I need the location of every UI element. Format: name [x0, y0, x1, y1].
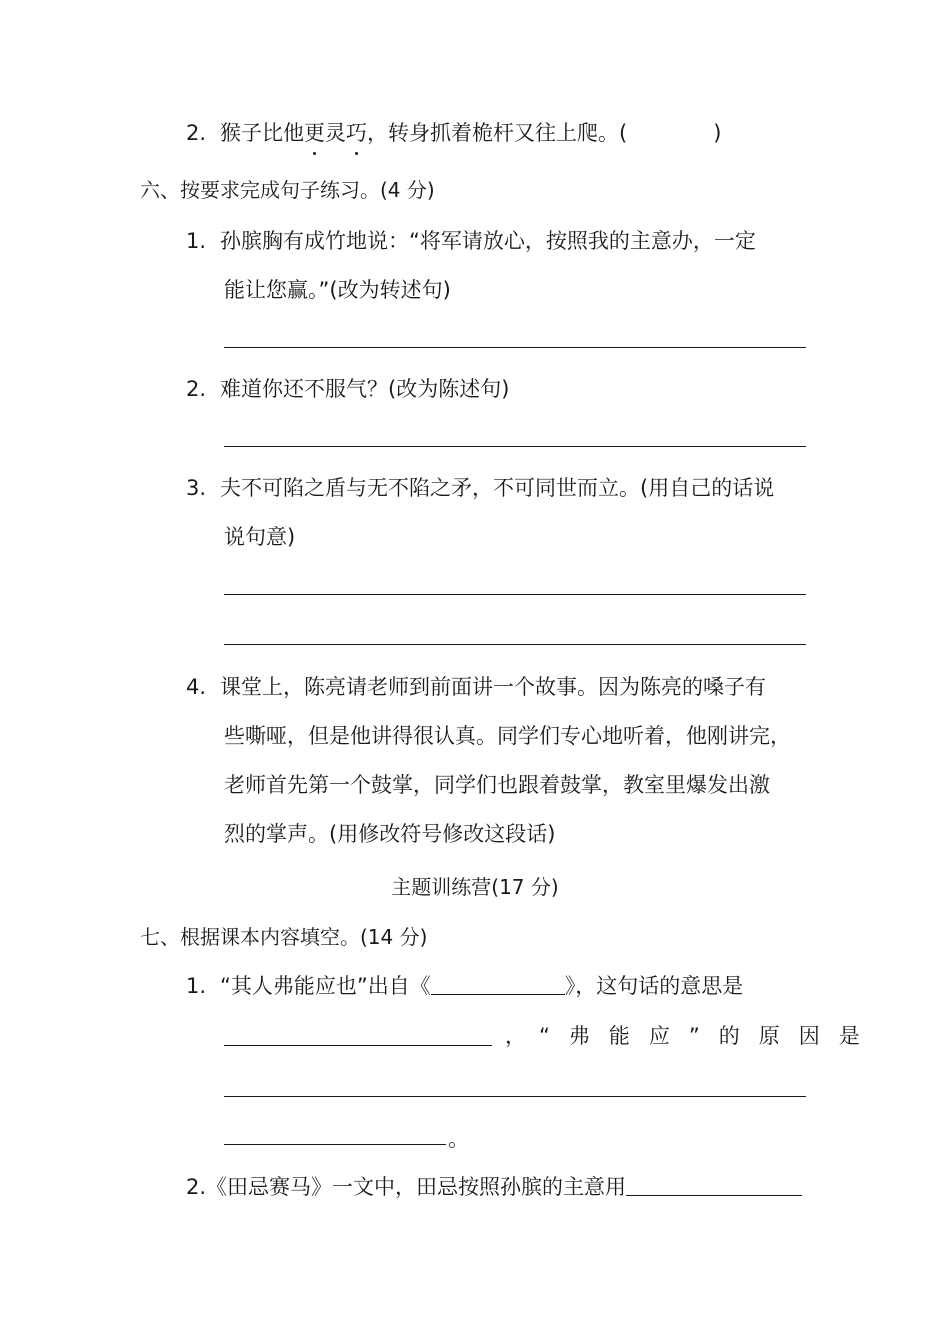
q7-item-1-comma: ，: [505, 1024, 526, 1048]
q6-item-1-line-2: 能让您赢。”(改为转述句): [224, 278, 451, 302]
q7-item-1: [186, 972, 743, 1000]
item-text: 孙膑胸有成竹地说：“将军请放心，按照我的主意办，一定: [220, 229, 756, 253]
answer-line[interactable]: [224, 1096, 806, 1097]
q7-item-1-end: 。: [448, 1127, 469, 1151]
section-title: 六、按要求完成句子练习。: [140, 178, 380, 202]
emphasized-char: 更: [304, 121, 326, 145]
item-text: 课堂上，陈亮请老师到前面讲一个故事。因为陈亮的嗓子有: [220, 675, 767, 699]
item-number: 1.: [186, 974, 207, 998]
item-text: 灵: [325, 121, 347, 145]
q6-item-2: [186, 375, 509, 403]
q6-item-4-line-4: 烈的掌声。(用修改符号修改这段话): [224, 822, 556, 846]
theme-heading: 主题训练营(17 分): [391, 875, 559, 899]
section-title: 七、根据课本内容填空。: [140, 925, 360, 949]
item-text: 猴子比他: [220, 121, 305, 145]
item-text: 《田忌赛马》一文中，田忌按照孙膑的主意用: [206, 1175, 627, 1199]
item-number: 2.: [186, 1175, 207, 1199]
answer-line[interactable]: [224, 644, 806, 645]
answer-blank[interactable]: [224, 1144, 446, 1145]
item-text: “其人弗能应也”出自《: [220, 974, 431, 998]
section-6-heading: [140, 176, 435, 204]
section-score: (4 分): [380, 178, 435, 202]
q6-item-1: [186, 227, 756, 255]
q6-item-3-line-2: 说句意): [224, 525, 296, 549]
emphasized-char: 巧: [346, 121, 368, 145]
item-text: 难道你还不服气？(改为陈述句): [220, 377, 510, 401]
item-text: 夫不可陷之盾与无不陷之矛，不可同世而立。(用自己的话说: [220, 476, 775, 500]
section-7-heading: [140, 923, 427, 951]
item-number: 2.: [186, 377, 207, 401]
q6-item-4-line-3: 老师首先第一个鼓掌，同学们也跟着鼓掌，教室里爆发出激: [224, 773, 770, 797]
answer-blank[interactable]: [224, 1045, 492, 1046]
q7-item-2: [186, 1173, 802, 1201]
q5-item-2: [186, 119, 721, 147]
q6-item-3: [186, 474, 774, 502]
answer-blank[interactable]: [431, 994, 565, 995]
q7-item-1-line-2: “弗能应”的原因是: [539, 1024, 879, 1048]
answer-line[interactable]: [224, 594, 806, 595]
item-text: ，转身抓着桅杆又往上爬。(: [367, 121, 628, 145]
paren-close: ): [713, 121, 722, 145]
q6-item-4-line-2: 些嘶哑，但是他讲得很认真。同学们专心地听着，他刚讲完，: [224, 724, 791, 748]
item-number: 2.: [186, 121, 207, 145]
answer-line[interactable]: [224, 446, 806, 447]
item-number: 1.: [186, 229, 207, 253]
answer-line[interactable]: [224, 347, 806, 348]
answer-blank[interactable]: [626, 1195, 802, 1196]
section-score: (14 分): [360, 925, 428, 949]
item-number: 4.: [186, 675, 207, 699]
item-text: 》，这句话的意思是: [564, 974, 744, 998]
item-number: 3.: [186, 476, 207, 500]
q6-item-4: [186, 673, 766, 701]
